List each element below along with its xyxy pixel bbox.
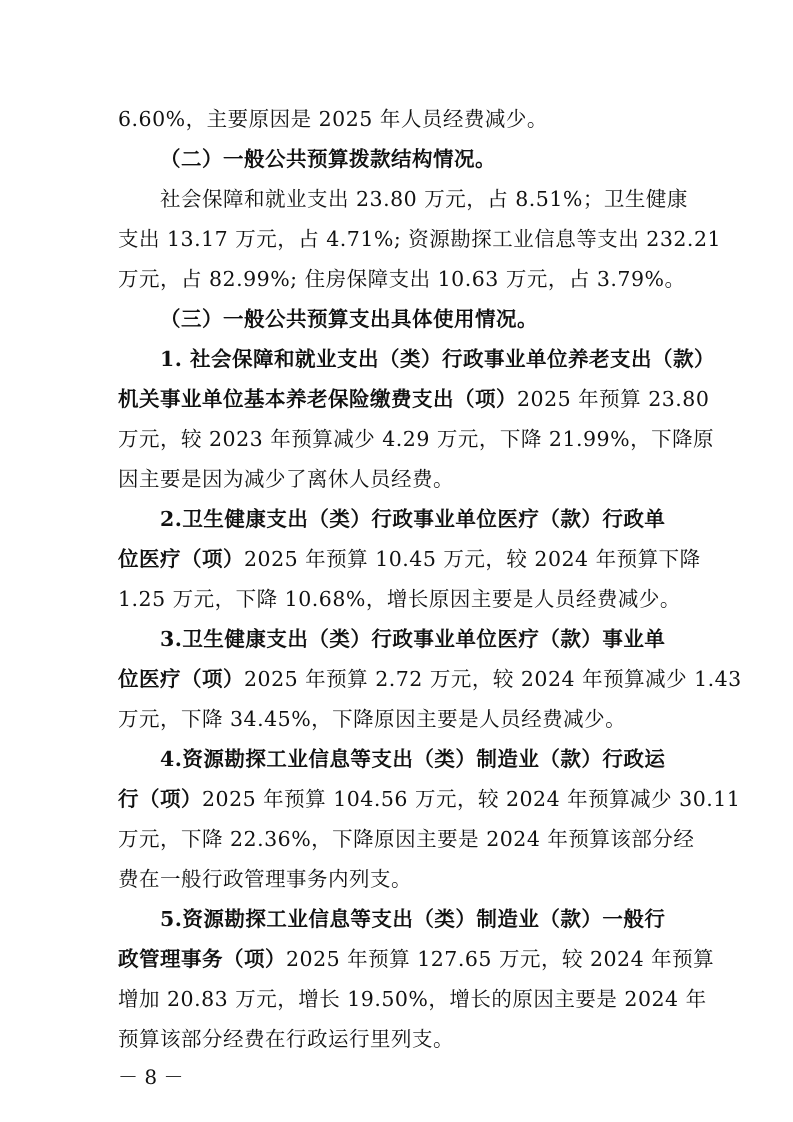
text-run: 费在一般行政管理事务内列支。 [118,867,412,891]
text-line [118,699,698,739]
text-run: 2025 年预算 23.80 [517,387,710,411]
text-run: 2025 年预算 2.72 万元，较 2024 年预算减少 1.43 [244,667,742,691]
text-run: 2.卫生健康支出（类）行政事业单位医疗（款）行政单 [160,507,666,531]
text-line [160,899,740,939]
text-line [118,659,742,699]
text-line [118,259,698,299]
text-line [118,219,722,259]
text-line [160,179,740,219]
text-line [118,1019,698,1059]
text-line [118,579,698,619]
text-run: 万元，下降 34.45%，下降原因主要是人员经费减少。 [118,707,627,731]
text-run: （三）一般公共预算支出具体使用情况。 [160,307,538,331]
text-run: 增加 20.83 万元，增长 19.50%，增长的原因主要是 2024 年 [118,987,707,1011]
text-run: 2025 年预算 10.45 万元，较 2024 年预算下降 [244,547,701,571]
text-run: 位医疗（项） [118,547,244,571]
text-run: 预算该部分经费在行政运行里列支。 [118,1027,454,1051]
text-run: 1. 社会保障和就业支出（类）行政事业单位养老支出（款） [160,347,716,371]
text-line [160,339,740,379]
text-run: 6.60%，主要原因是 2025 年人员经费减少。 [118,107,548,131]
text-run: 社会保障和就业支出 23.80 万元，占 8.51%；卫生健康 [160,187,688,211]
text-run: 因主要是因为减少了离休人员经费。 [118,467,454,491]
text-run: 万元，较 2023 年预算减少 4.29 万元，下降 21.99%，下降原 [118,427,715,451]
text-line [118,459,698,499]
text-line [118,99,698,139]
section-heading [160,299,740,339]
text-run: 万元，下降 22.36%，下降原因主要是 2024 年预算该部分经 [118,827,695,851]
text-run: 5.资源勘探工业信息等支出（类）制造业（款）一般行 [160,907,666,931]
text-run: 3.卫生健康支出（类）行政事业单位医疗（款）事业单 [160,627,666,651]
text-run: 1.25 万元，下降 10.68%，增长原因主要是人员经费减少。 [118,587,681,611]
text-run: 机关事业单位基本养老保险缴费支出（项） [118,387,517,411]
text-line [118,779,741,819]
text-line [118,939,715,979]
text-line [118,819,698,859]
text-run: 万元，占 82.99%; 住房保障支出 10.63 万元，占 3.79%。 [118,267,686,291]
page-number: － 8 － [118,1065,184,1089]
text-line [118,379,710,419]
text-line [118,979,707,1019]
section-heading [160,139,740,179]
text-run: 2025 年预算 104.56 万元，较 2024 年预算减少 30.11 [202,787,741,811]
text-line [118,859,698,899]
text-run: （二）一般公共预算拨款结构情况。 [160,147,496,171]
text-line [118,539,701,579]
text-run: 4.资源勘探工业信息等支出（类）制造业（款）行政运 [160,747,666,771]
text-run: 2025 年预算 127.65 万元，较 2024 年预算 [286,947,715,971]
text-line [118,419,715,459]
text-line [160,739,740,779]
text-run: 行（项） [118,787,202,811]
text-line [160,619,740,659]
text-run: 支出 13.17 万元，占 4.71%; 资源勘探工业信息等支出 232.21 [118,227,722,251]
text-line [160,499,740,539]
text-run: 位医疗（项） [118,667,244,691]
text-run: 政管理事务（项） [118,947,286,971]
